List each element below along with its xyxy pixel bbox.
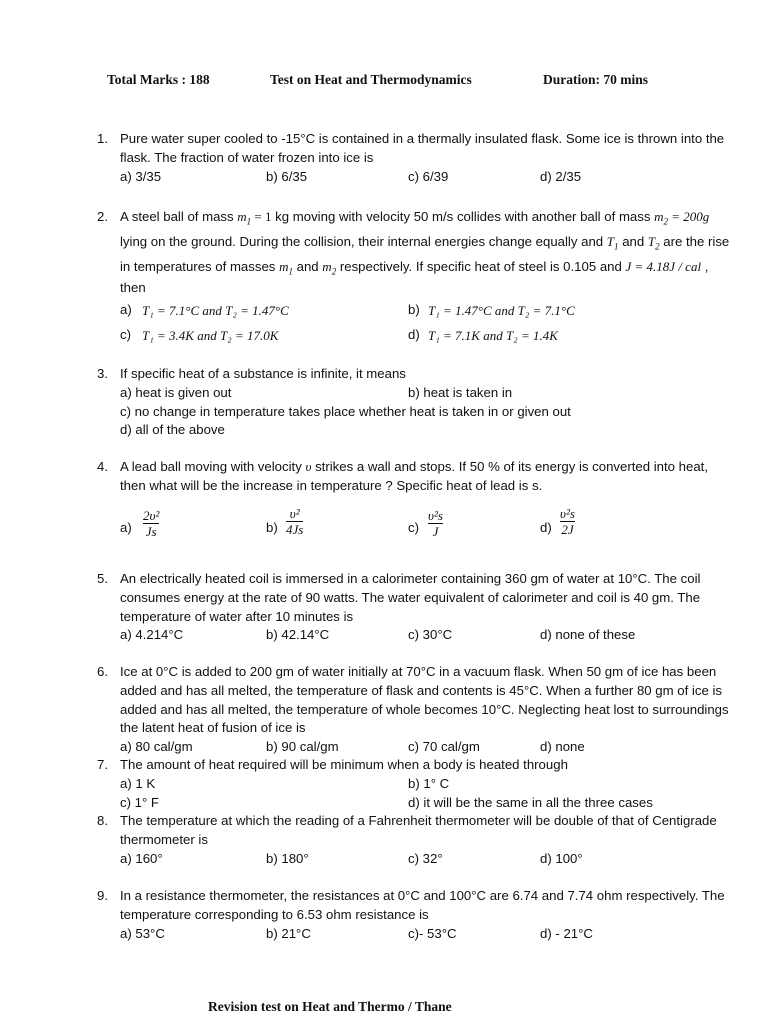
option-d-fraction: υ²s 2J xyxy=(560,506,575,537)
option-a: a) 160° xyxy=(120,851,163,866)
question-text-line: flask. The fraction of water frozen into ice is xyxy=(120,150,374,165)
option-c: c) 1° F xyxy=(120,795,159,810)
option-a: a) 53°C xyxy=(120,926,165,941)
page-title: Test on Heat and Thermodynamics xyxy=(270,72,472,87)
option-c: c) 30°C xyxy=(408,627,453,642)
option-b: b) heat is taken in xyxy=(408,385,513,400)
option-c: c) 32° xyxy=(408,851,443,866)
option-d: d) - 21°C xyxy=(540,926,593,941)
option-b-label: b) xyxy=(408,302,420,317)
total-marks: Total Marks : 188 xyxy=(107,72,210,87)
option-d: d) 2/35 xyxy=(540,169,582,184)
option-d: d) none xyxy=(540,739,585,754)
option-b: b) 90 cal/gm xyxy=(266,739,339,754)
option-d: d) all of the above xyxy=(120,422,225,437)
question-number: 9. xyxy=(97,888,108,903)
option-c: c) 70 cal/gm xyxy=(408,739,480,754)
question-text-line: A lead ball moving with velocity υ strikes a wall and stops. If 50 % of its energy is converted into heat, xyxy=(120,459,708,474)
option-c-fraction: υ²s J xyxy=(428,508,443,539)
question-text-line: the latent heat of fusion of ice is xyxy=(120,720,306,735)
question-text-line: in temperatures of masses $m_1$ and $m_2$ respectively. If specific heat of steel is 0.105 and J = 4.18J / cal , xyxy=(120,259,709,277)
question-text-line: then xyxy=(120,280,146,295)
question-text-line: lying on the ground. During the collision, their internal energies change equally and $T_1$ and $T_2$ are the rise xyxy=(120,234,730,252)
option-a: a) 3/35 xyxy=(120,169,162,184)
option-a-label: a) xyxy=(120,520,132,535)
option-b: b) 180° xyxy=(266,851,309,866)
question-text-line: Ice at 0°C is added to 200 gm of water initially at 70°C in a vacuum flask. When 50 gm of ice has been xyxy=(120,664,717,679)
option-a-fraction: 2υ² Js xyxy=(143,508,160,539)
option-b: T₁ = 1.47°C and T₂ = 7.1°C xyxy=(428,303,575,318)
question-text-line: In a resistance thermometer, the resistances at 0°C and 100°C are 6.74 and 7.74 ohm respectively. The xyxy=(120,888,725,903)
option-b: b) 1° C xyxy=(408,776,450,791)
option-d: d) none of these xyxy=(540,627,636,642)
option-c-label: c) xyxy=(408,520,419,535)
question-text-line: added and has all melted, the temperature of flask and contents is 45°C. When a further 80 gm of ice is xyxy=(120,683,722,698)
question-text-line: An electrically heated coil is immersed in a calorimeter containing 360 gm of water at 10°C. The coil xyxy=(120,571,701,586)
option-c-label: c) xyxy=(120,327,131,342)
option-a: a) 80 cal/gm xyxy=(120,739,193,754)
option-a: a) heat is given out xyxy=(120,385,232,400)
option-b: b) 6/35 xyxy=(266,169,308,184)
question-number: 1. xyxy=(97,131,108,146)
option-a: a) 1 K xyxy=(120,776,156,791)
option-a: T₁ = 7.1°C and T₂ = 1.47°C xyxy=(142,303,289,318)
question-text-line: If specific heat of a substance is infinite, it means xyxy=(120,366,406,381)
question-text-line: thermometer is xyxy=(120,832,208,847)
option-b-fraction: υ² 4Js xyxy=(286,506,304,537)
option-d-label: d) xyxy=(408,327,420,342)
question-text-line: temperature of water after 10 minutes is xyxy=(120,609,354,624)
question-text-line: added and has all melted, the temperature of whole becomes 10°C. Neglecting heat lost to surroundings xyxy=(120,702,729,717)
option-d-label: d) xyxy=(540,520,552,535)
question-text-line: consumes energy at the rate of 90 watts. The water equivalent of calorimeter and coil is 40 gm. The xyxy=(120,590,701,605)
option-b: b) 42.14°C xyxy=(266,627,330,642)
question-number: 7. xyxy=(97,757,108,772)
question-text-line: then what will be the increase in temperature ? Specific heat of lead is s. xyxy=(120,478,543,493)
option-c: T₁ = 3.4K and T₂ = 17.0K xyxy=(142,328,279,343)
option-d: d) it will be the same in all the three cases xyxy=(408,795,653,810)
question-number: 6. xyxy=(97,664,108,679)
question-number: 5. xyxy=(97,571,108,586)
option-a-label: a) xyxy=(120,302,132,317)
option-d: d) 100° xyxy=(540,851,583,866)
option-b: b) 21°C xyxy=(266,926,311,941)
question-text-line: temperature corresponding to 6.53 ohm resistance is xyxy=(120,907,429,922)
option-c: c)- 53°C xyxy=(408,926,457,941)
question-text-line: The amount of heat required will be minimum when a body is heated through xyxy=(120,757,568,772)
option-c: c) no change in temperature takes place whether heat is taken in or given out xyxy=(120,404,571,419)
option-b-label: b) xyxy=(266,520,278,535)
option-c: c) 6/39 xyxy=(408,169,449,184)
question-text-line: The temperature at which the reading of a Fahrenheit thermometer will be double of that of Centigrade xyxy=(120,813,717,828)
question-number: 3. xyxy=(97,366,108,381)
question-number: 4. xyxy=(97,459,108,474)
option-d: T₁ = 7.1K and T₂ = 1.4K xyxy=(428,328,558,343)
question-number: 8. xyxy=(97,813,108,828)
question-text-line: A steel ball of mass $m_1 = 1$ kg moving with velocity 50 m/s collides with another ball of mass $m_2 = 200g$ xyxy=(120,209,710,227)
question-number: 2. xyxy=(97,209,108,224)
option-a: a) 4.214°C xyxy=(120,627,184,642)
duration: Duration: 70 mins xyxy=(543,72,649,87)
page-footer: Revision test on Heat and Thermo / Thane xyxy=(208,999,452,1014)
question-text-line: Pure water super cooled to -15°C is contained in a thermally insulated flask. Some ice is thrown into the xyxy=(120,131,725,146)
